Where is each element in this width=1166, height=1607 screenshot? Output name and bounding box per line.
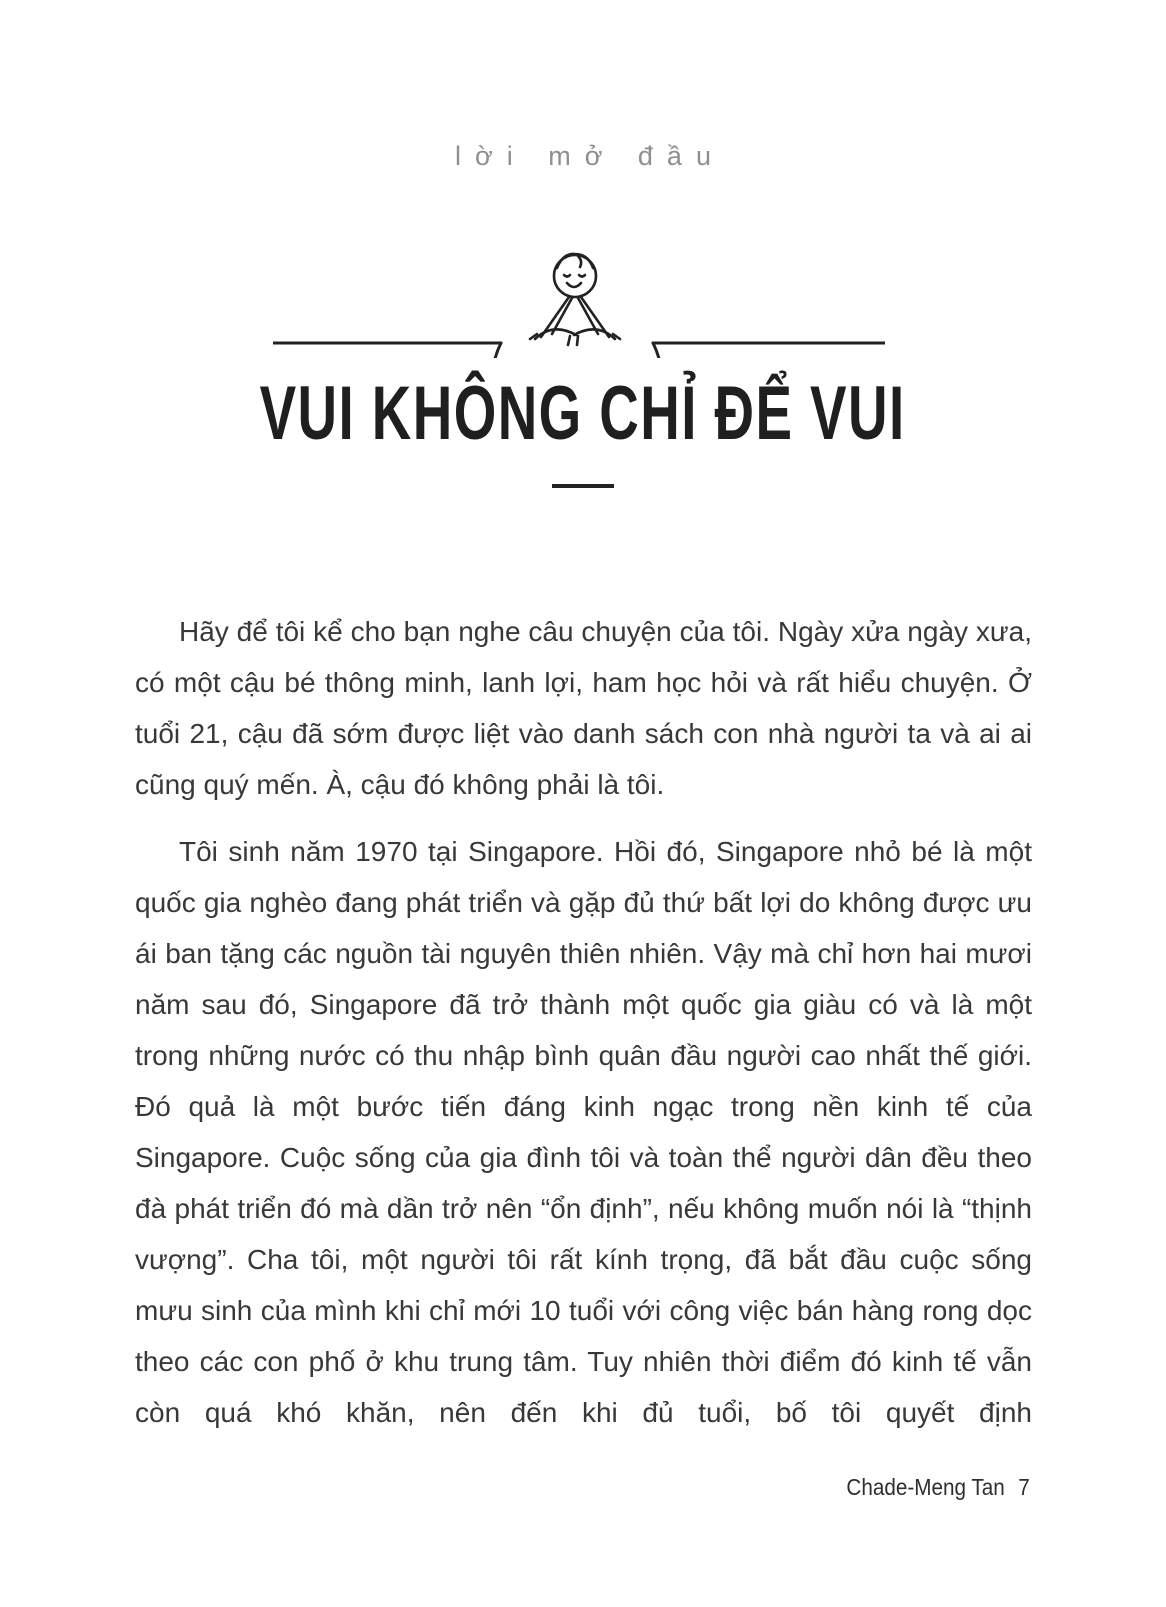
figure-eye-left	[564, 275, 570, 277]
footer-author: Chade-Meng Tan	[846, 1474, 1005, 1500]
chapter-divider	[273, 210, 885, 358]
meditating-person-icon	[530, 254, 620, 345]
figure-eye-right	[579, 275, 585, 277]
figure-smile	[567, 283, 581, 287]
chapter-title	[0, 371, 1166, 456]
body-text	[135, 606, 1032, 1454]
paragraph: Hãy để tôi kể cho bạn nghe câu chuyện của tôi. Ngày xửa ngày xưa, có một cậu bé thông minh, lanh lợi, ham học hỏi và rất hiểu chuyện. Ở tuổi 21, cậu đã sớm được liệt vào danh sách con nhà người ta và ai ai cũng quý mến. À, cậu đó không phải là tôi.	[135, 616, 1032, 800]
figure-foot-left	[568, 336, 570, 345]
page-footer	[847, 1476, 1030, 1499]
page-number: 7	[1018, 1474, 1030, 1500]
chapter-title-text: VUI KHÔNG CHỈ ĐỂ VUI	[259, 371, 906, 456]
paragraph: Tôi sinh năm 1970 tại Singapore. Hồi đó, Singapore nhỏ bé là một quốc gia nghèo đang phát triển và gặp đủ thứ bất lợi do không được ưu ái ban tặng các nguồn tài nguyên thiên nhiên. Vậy mà chỉ hơn hai mươi năm sau đó, Singapore đã trở thành một quốc gia giàu có và là một trong những nước có thu nhập bình quân đầu người cao nhất thế giới. Đó quả là một bước tiến đáng kinh ngạc trong nền kinh tế của Singapore. Cuộc sống của gia đình tôi và toàn thể người dân đều theo đà phát triển đó mà dần trở nên “ổn định”, nếu không muốn nói là “thịnh vượng”. Cha tôi, một người tôi rất kính trọng, đã bắt đầu cuộc sống mưu sinh của mình khi chỉ mới 10 tuổi với công việc bán hàng rong dọc theo các con phố ở khu trung tâm. Tuy nhiên thời điểm đó kinh tế vẫn còn quá khó khăn, nên đến khi đủ tuổi, bố tôi quyết định	[135, 836, 1032, 1428]
section-kicker: lời mở đầu	[455, 141, 725, 171]
figure-hair-fringe	[578, 256, 581, 267]
chapter-divider-graphic	[273, 210, 885, 358]
title-underline	[552, 484, 614, 488]
figure-foot-right	[577, 336, 578, 345]
